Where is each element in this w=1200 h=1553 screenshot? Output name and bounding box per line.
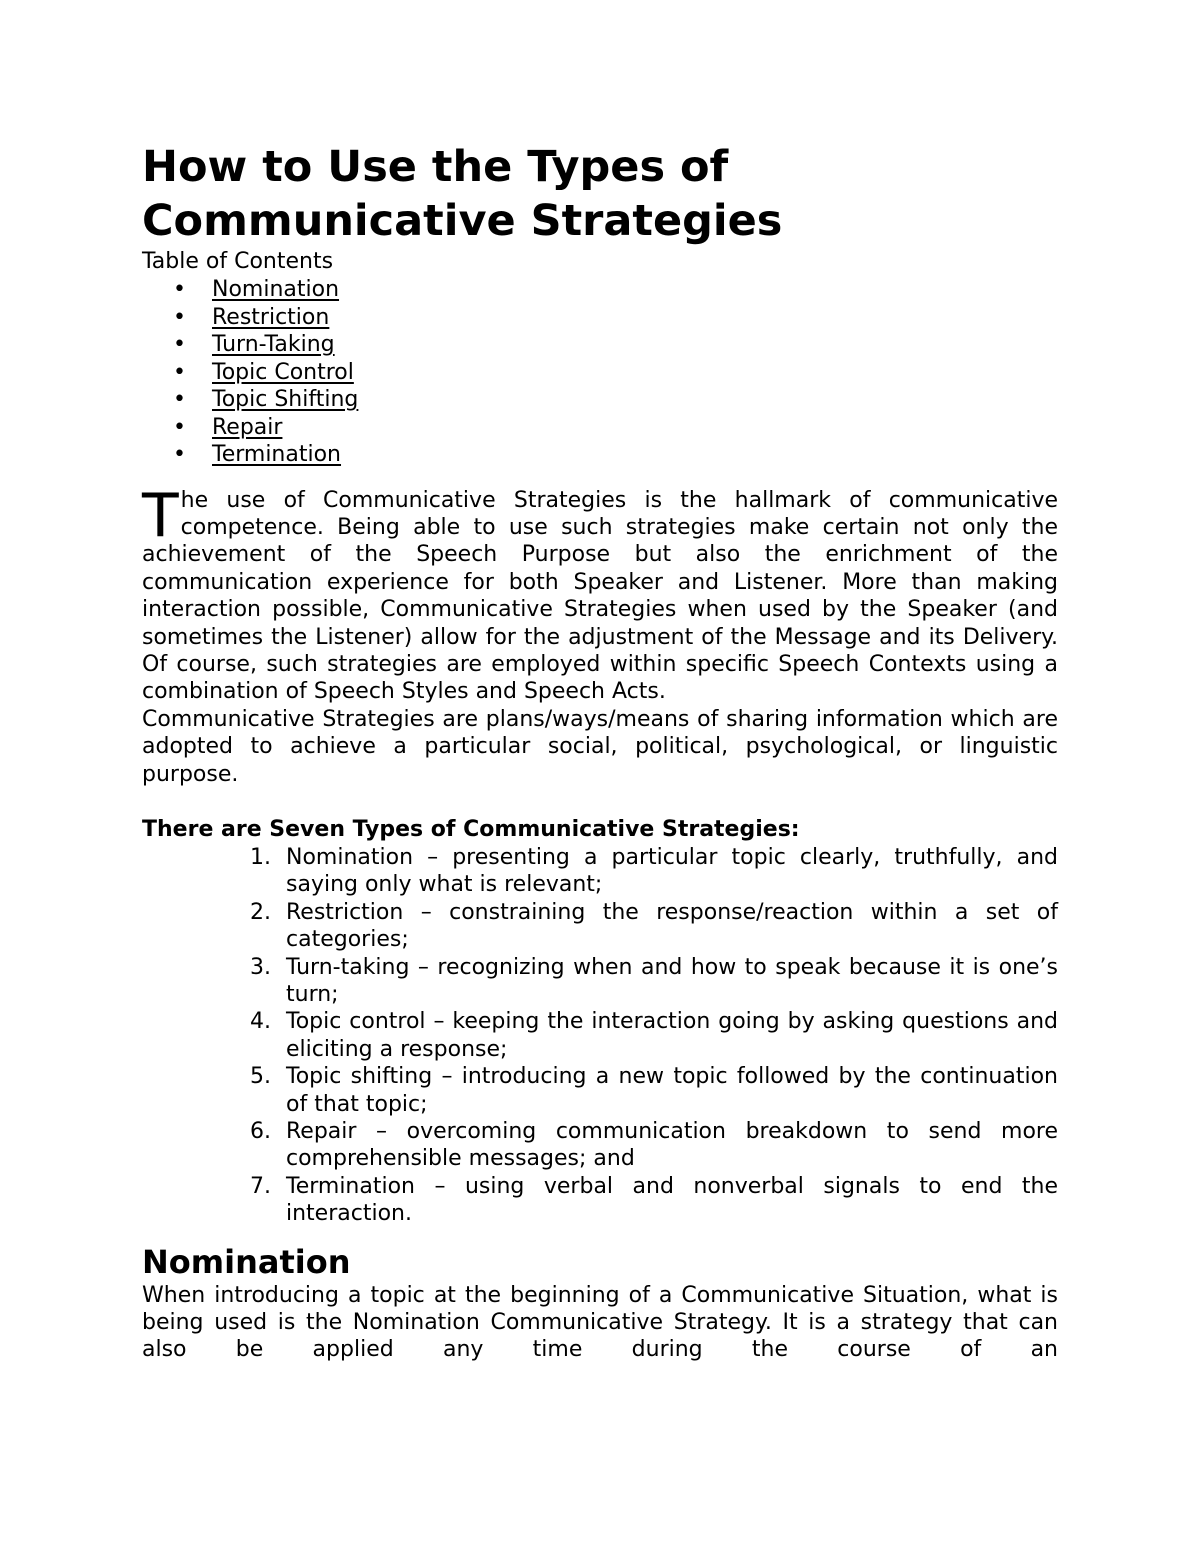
document-page	[142, 140, 1058, 1364]
toc-item	[142, 386, 1058, 414]
list-item	[142, 1063, 1058, 1118]
bullet-icon: •	[173, 332, 186, 357]
list-item	[142, 899, 1058, 954]
list-item-text: Restriction – constraining the response/reaction within a set of categories;	[286, 899, 1058, 953]
types-list	[142, 844, 1058, 1228]
bullet-icon: •	[173, 387, 186, 412]
document-title	[142, 140, 1058, 248]
list-item	[142, 1173, 1058, 1228]
definition-paragraph: Communicative Strategies are plans/ways/means of sharing information which are adopted to achieve a particular social, political, psychological, or linguistic purpose.	[142, 706, 1058, 787]
title-line-1: How to Use the Types of	[142, 142, 729, 192]
list-number: 2.	[250, 899, 271, 925]
list-item-text: Topic control – keeping the interaction going by asking questions and eliciting a response;	[286, 1009, 1058, 1062]
list-item-text: Nomination – presenting a particular topic clearly, truthfully, and saying only what is relevant;	[286, 844, 1058, 898]
toc-item	[142, 414, 1058, 442]
list-number: 4.	[250, 1009, 271, 1035]
list-item-text: Topic shifting – introducing a new topic followed by the continuation of that topic;	[286, 1064, 1058, 1117]
table-of-contents	[142, 276, 1058, 469]
toc-link-topic-shifting[interactable]: Topic Shifting	[212, 387, 359, 412]
list-number: 3.	[250, 954, 271, 980]
list-item	[142, 1118, 1058, 1173]
toc-link-restriction[interactable]: Restriction	[212, 304, 330, 330]
bullet-icon: •	[173, 414, 186, 440]
toc-item	[142, 276, 1058, 304]
toc-heading: Table of Contents	[142, 249, 334, 274]
toc-item	[142, 304, 1058, 332]
list-number: 1.	[250, 844, 271, 870]
nomination-heading: Nomination	[142, 1242, 351, 1281]
toc-link-nomination[interactable]: Nomination	[212, 277, 340, 302]
list-item	[142, 1008, 1058, 1063]
list-number: 6.	[250, 1119, 271, 1145]
list-number: 7.	[250, 1173, 271, 1199]
list-item	[142, 954, 1058, 1009]
toc-link-repair[interactable]: Repair	[212, 414, 283, 440]
bullet-icon: •	[173, 277, 186, 302]
toc-link-turn-taking[interactable]: Turn-Taking	[212, 332, 335, 357]
bullet-icon: •	[173, 304, 186, 330]
drop-cap-letter: T	[142, 480, 179, 551]
list-item-text: Termination – using verbal and nonverbal signals to end the interaction.	[286, 1173, 1058, 1227]
title-line-2: Communicative Strategies	[142, 196, 783, 246]
bullet-icon: •	[173, 442, 186, 467]
list-item-text: Repair – overcoming communication breakdown to send more comprehensible messages; and	[286, 1119, 1058, 1172]
toc-item	[142, 359, 1058, 387]
toc-item	[142, 441, 1058, 469]
intro-text: he use of Communicative Strategies is the hallmark of communicative competence. Being able to use such strategies make certain not only the achievement of the Speech Purpose but also the enrichment of the communication experience for both Speaker and Listener. More than making interaction possible, Communicative Strategies when used by the Speaker (and sometimes the Listener) allow for the adjustment of the Message and its Delivery. Of course, such strategies are employed within specific Speech Contexts using a combination of Speech Styles and Speech Acts.	[142, 487, 1058, 705]
list-item	[142, 844, 1058, 899]
list-number: 5.	[250, 1064, 271, 1090]
intro-paragraph	[142, 480, 1058, 706]
types-heading: There are Seven Types of Communicative Strategies:	[142, 816, 800, 842]
list-item-text: Turn-taking – recognizing when and how to speak because it is one’s turn;	[286, 954, 1058, 1007]
bullet-icon: •	[173, 359, 186, 385]
toc-link-topic-control[interactable]: Topic Control	[212, 359, 354, 385]
toc-item	[142, 331, 1058, 359]
toc-link-termination[interactable]: Termination	[212, 442, 342, 467]
nomination-paragraph: When introducing a topic at the beginning of a Communicative Situation, what is being used is the Nomination Communicative Strategy. It is a strategy that can also be applied any time during the course of an	[142, 1282, 1058, 1363]
